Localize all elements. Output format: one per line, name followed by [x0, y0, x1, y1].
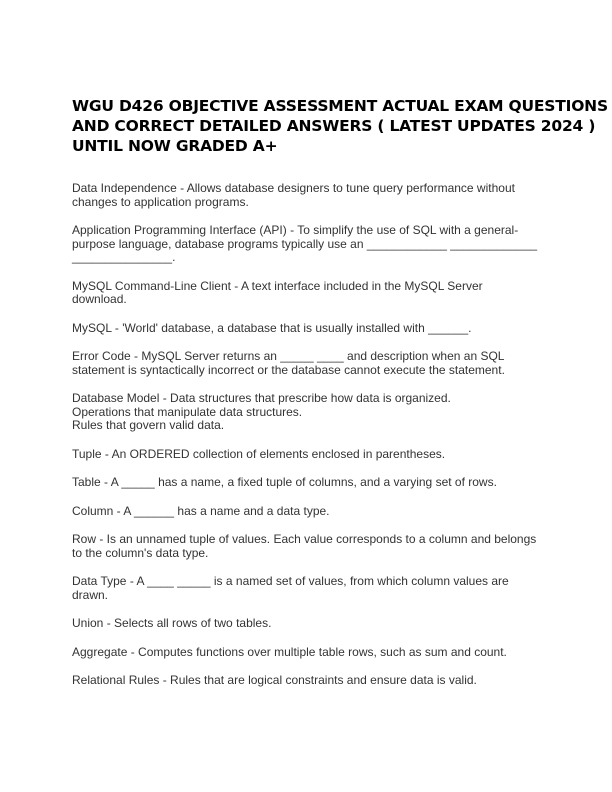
entry-row — [72, 533, 542, 560]
entry-mysql-command-line-client — [72, 280, 542, 307]
entry-line: MySQL Command-Line Client - A text interface included in the MySQL Server — [72, 278, 483, 293]
entry-line: Database Model - Data structures that prescribe how data is organized. — [72, 391, 451, 405]
entry-line: Table - A _____ has a name, a fixed tuple of columns, and a varying set of rows. — [72, 475, 497, 489]
entry-data-independence — [72, 182, 542, 209]
entry-line: to the column's data type. — [72, 545, 209, 560]
entry-error-code — [72, 350, 542, 377]
title-line: WGU D426 OBJECTIVE ASSESSMENT ACTUAL EXAM QUESTIONS — [72, 97, 608, 115]
entry-line: purpose language, database programs typically use an ____________ _____________ — [72, 236, 538, 251]
entry-table — [72, 476, 542, 490]
entry-relational-rules — [72, 674, 542, 688]
entry-aggregate — [72, 646, 542, 660]
entry-line: download. — [72, 292, 127, 306]
entry-column — [72, 505, 542, 519]
entry-line: statement is syntactically incorrect or the database cannot execute the statement. — [72, 362, 505, 377]
entry-line: Column - A ______ has a name and a data type. — [72, 503, 330, 518]
entry-tuple — [72, 448, 542, 462]
entry-line: Data Independence - Allows database designers to tune query performance without — [72, 181, 515, 195]
entry-line: Data Type - A ____ _____ is a named set of values, from which column values are — [72, 574, 509, 588]
entry-line: Aggregate - Computes functions over multiple table rows, such as sum and count. — [72, 644, 507, 659]
entry-line: MySQL - 'World' database, a database that is usually installed with ______. — [72, 320, 472, 335]
entry-line: Rules that govern valid data. — [72, 418, 225, 432]
entry-database-model — [72, 392, 542, 433]
title-line: AND CORRECT DETAILED ANSWERS ( LATEST UPDATES 2024 ) — [72, 117, 596, 135]
entry-line: changes to application programs. — [72, 194, 249, 209]
entry-line: Operations that manipulate data structures. — [72, 404, 303, 419]
entry-line: Error Code - MySQL Server returns an _____ ____ and description when an SQL — [72, 349, 505, 363]
entry-union — [72, 617, 542, 631]
title-line: UNTIL NOW GRADED A+ — [72, 137, 278, 155]
document-title — [72, 96, 608, 156]
entry-data-type — [72, 575, 542, 602]
document-page — [72, 96, 608, 703]
entry-line: _______________. — [72, 250, 176, 264]
entry-mysql — [72, 322, 542, 336]
entry-line: Tuple - An ORDERED collection of elements enclosed in parentheses. — [72, 446, 446, 461]
entry-api — [72, 224, 542, 265]
entry-line: Union - Selects all rows of two tables. — [72, 616, 272, 630]
entry-line: Relational Rules - Rules that are logical constraints and ensure data is valid. — [72, 673, 477, 687]
entry-line: Row - Is an unnamed tuple of values. Each value corresponds to a column and belongs — [72, 532, 537, 546]
entry-line: Application Programming Interface (API) - To simplify the use of SQL with a general- — [72, 223, 519, 237]
entry-line: drawn. — [72, 587, 109, 602]
